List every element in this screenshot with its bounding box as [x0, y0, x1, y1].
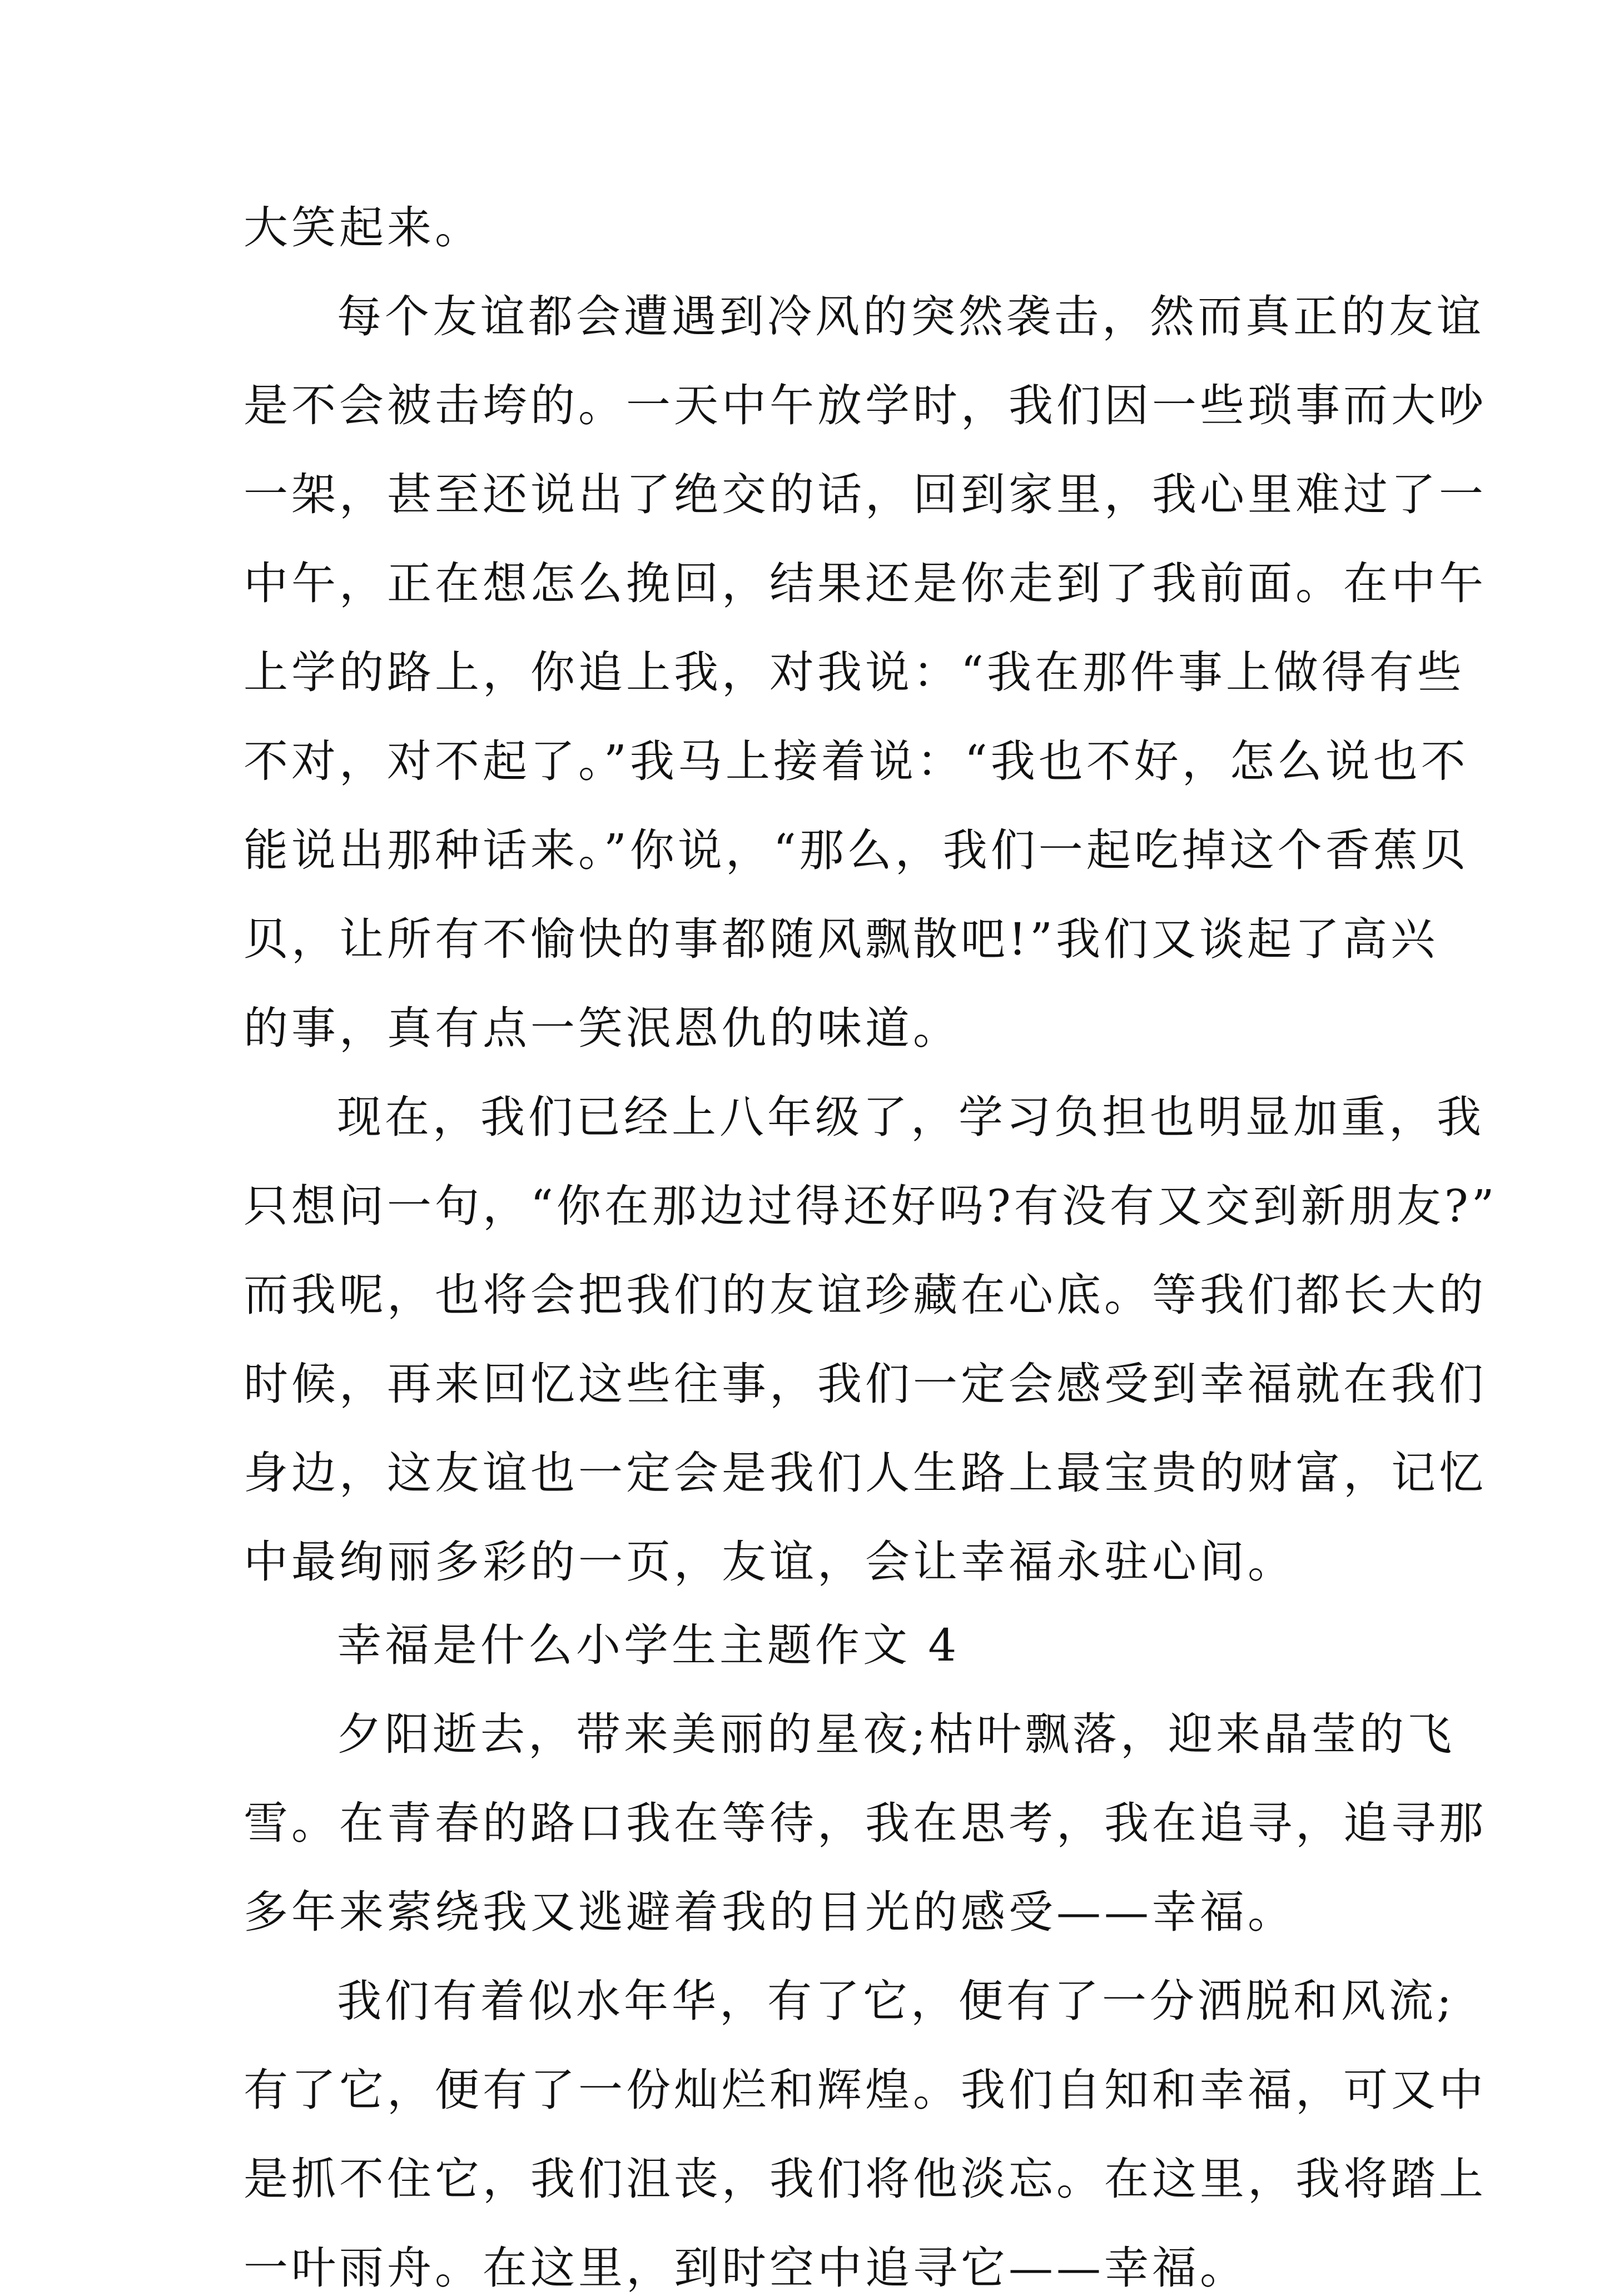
- text-line: 能说出那种话来。”你说，“那么，我们一起吃掉这个香蕉贝: [244, 824, 1469, 876]
- text-line: 的事，真有点一笑泯恩仇的味道。: [244, 1002, 961, 1054]
- text-line: 一叶雨舟。在这里，到时空中追寻它——幸福。: [244, 2242, 1248, 2294]
- text-line: 是抓不住它，我们沮丧，我们将他淡忘。在这里，我将踏上: [244, 2153, 1487, 2205]
- text-line: 多年来萦绕我又逃避着我的目光的感受——幸福。: [244, 1886, 1295, 1938]
- text-line: 时候，再来回忆这些往事，我们一定会感受到幸福就在我们: [244, 1358, 1487, 1410]
- text-line: 雪。在青春的路口我在等待，我在思考，我在追寻，追寻那: [244, 1797, 1487, 1849]
- paragraph-start-line: 我们有着似水年华，有了它，便有了一分洒脱和风流;: [337, 1975, 1455, 2027]
- text-line: 一架，甚至还说出了绝交的话，回到家里，我心里难过了一: [244, 469, 1487, 520]
- section-heading: 幸福是什么小学生主题作文 4: [337, 1619, 960, 1671]
- paragraph-start-line: 夕阳逝去，带来美丽的星夜;枯叶飘落，迎来晶莹的飞: [337, 1708, 1455, 1760]
- text-line: 而我呢，也将会把我们的友谊珍藏在心底。等我们都长大的: [244, 1269, 1487, 1321]
- text-line: 中午，正在想怎么挽回，结果还是你走到了我前面。在中午: [244, 558, 1487, 609]
- text-line: 身边，这友谊也一定会是我们人生路上最宝贵的财富，记忆: [244, 1447, 1487, 1499]
- text-line: 是不会被击垮的。一天中午放学时，我们因一些琐事而大吵: [244, 380, 1487, 431]
- paragraph-start-line: 现在，我们已经上八年级了，学习负担也明显加重，我: [337, 1091, 1484, 1143]
- text-line: 有了它，便有了一份灿烂和辉煌。我们自知和幸福，可又中: [244, 2064, 1487, 2116]
- text-line: 不对，对不起了。”我马上接着说：“我也不好，怎么说也不: [244, 735, 1469, 787]
- text-line: 上学的路上，你追上我，对我说：“我在那件事上做得有些: [244, 647, 1465, 698]
- text-line: 大笑起来。: [244, 202, 483, 254]
- text-line: 贝，让所有不愉快的事都随风飘散吧!”我们又谈起了高兴: [244, 913, 1439, 965]
- paragraph-start-line: 每个友谊都会遭遇到冷风的突然袭击，然而真正的友谊: [337, 291, 1484, 342]
- text-line: 只想问一句，“你在那边过得还好吗?有没有又交到新朋友?”: [244, 1180, 1498, 1232]
- text-line: 中最绚丽多彩的一页，友谊，会让幸福永驻心间。: [244, 1536, 1295, 1588]
